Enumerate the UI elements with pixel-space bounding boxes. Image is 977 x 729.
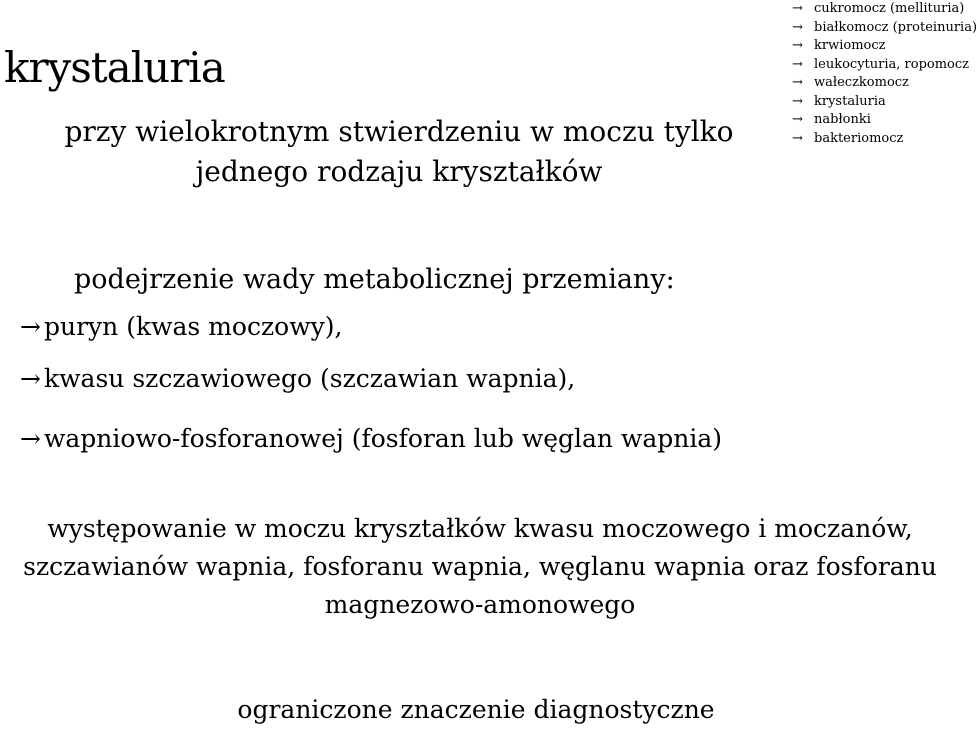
topic-nav-list (792, 0, 977, 148)
nav-item-bakteriomocz[interactable] (792, 130, 977, 149)
arrow-right-icon: → (20, 312, 41, 341)
bullet-text: wapniowo-fosforanowej (fosforan lub węglan wapnia) (44, 424, 723, 453)
nav-item-label: wałeczkomocz (814, 75, 909, 90)
page-title: krystaluria (4, 43, 225, 92)
arrow-right-icon: → (20, 364, 41, 393)
conclusion-text: ograniczone znaczenie diagnostyczne (237, 695, 715, 724)
arrow-right-icon: → (792, 93, 803, 109)
nav-item-label: krwiomocz (814, 38, 886, 53)
nav-item-label: bakteriomocz (814, 130, 904, 146)
bullet-text: kwasu szczawiowego (szczawian wapnia), (44, 364, 576, 393)
arrow-right-icon: → (792, 38, 803, 53)
nav-item-krwiomocz[interactable] (792, 37, 977, 56)
nav-item-krystaluria[interactable] (792, 93, 977, 112)
arrow-right-icon: → (792, 19, 803, 35)
nav-item-cukromocz[interactable] (792, 0, 977, 19)
nav-item-label: nabłonki (814, 112, 871, 127)
nav-item-leukocyturia[interactable] (792, 56, 977, 75)
bullet-item (20, 312, 342, 341)
nav-item-label: cukromocz (mellituria) (814, 1, 965, 16)
arrow-right-icon: → (792, 56, 803, 72)
bullet-item (20, 364, 575, 393)
section-heading: podejrzenie wady metabolicznej przemiany: (74, 264, 675, 295)
nav-item-label: leukocyturia, ropomocz (814, 56, 970, 72)
arrow-right-icon: → (792, 75, 803, 90)
subtitle: przy wielokrotnym stwierdzeniu w moczu tylko jednego rodzaju kryształków (64, 115, 734, 188)
arrow-right-icon: → (792, 130, 803, 146)
bullet-text: puryn (kwas moczowy), (44, 312, 343, 341)
arrow-right-icon: → (792, 1, 803, 16)
body-paragraph: występowanie w moczu kryształków kwasu moczowego i moczanów, szczawianów wapnia, fosforanu wapnia, węglanu wapnia oraz fosforanu magnezowo-amonowego (23, 514, 937, 619)
nav-item-label: krystaluria (814, 93, 886, 109)
nav-item-nablonki[interactable] (792, 111, 977, 130)
bullet-item (20, 424, 722, 453)
arrow-right-icon: → (20, 424, 41, 453)
nav-item-waleczkomocz[interactable] (792, 74, 977, 93)
arrow-right-icon: → (792, 112, 803, 127)
nav-item-label: białkomocz (proteinuria) (814, 19, 977, 35)
nav-item-bialkomocz[interactable] (792, 19, 977, 38)
